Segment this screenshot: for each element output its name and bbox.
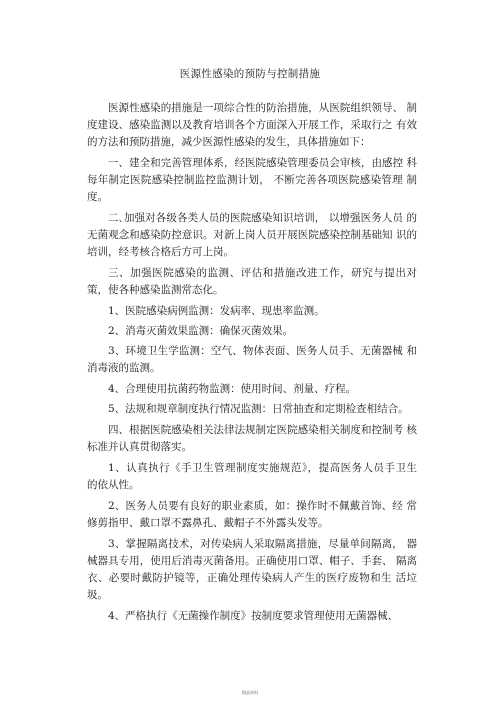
footer-watermark: 精品资料 [242, 690, 258, 695]
list-item-monitoring-1: 1、医院感染病例监测：发病率、现患率监测。 [108, 305, 325, 317]
list-item-monitoring-3: 3、环境卫生学监测：空气、物体表面、医务人员手、无菌器械 和消毒液的监测。 [87, 345, 417, 374]
list-item-measure-3: 3、掌握隔离技术，对传染病人采取隔离措施，尽量单间隔离， 器械器具专用，使用后消毒灭菌备用。正确使用口罩、帽子、手套、 隔离衣、必要时戴防护镜等，正确处理传染病人产生的医疗废物和生 活垃圾。 [87, 538, 417, 601]
list-item-monitoring-5: 5、法规和规章制度执行情况监测：日常抽查和定期检查相结合。 [108, 403, 409, 415]
list-item-monitoring-2: 2、消毒灭菌效果监测：确保灭菌效果。 [108, 325, 294, 337]
paragraph-section-2: 二､加强对各级各类人员的医院感染知识培训， 以增强医务人员 的无菌观念和感染防控意识。对新上岗人员开展医院感染控制基础知 识的培训，经考核合格后方可上岗。 [87, 212, 417, 258]
list-item-measure-2: 2、医务人员要有良好的职业素质，如：操作时不佩戴首饰、经 常修剪指甲、戴口罩不露鼻孔、戴帽子不外露头发等。 [87, 500, 417, 529]
list-item-monitoring-4: 4、合理使用抗菌药物监测：使用时间、剂量、疗程。 [108, 383, 357, 395]
paragraph-section-1: 一、建全和完善管理体系，经医院感染管理委员会审核，由感控 科每年制定医院感染控制监控监测计划， 不断完善各项医院感染管理 制度。 [87, 157, 417, 203]
document-body [87, 100, 417, 629]
paragraph-section-4: 四、根据医院感染相关法律法规制定医院感染相关制度和控制考 核标准并认真贯彻落实。 [87, 424, 417, 453]
paragraph-intro: 医源性感染的措施是一项综合性的防治措施，从医院组织领导、 制度建设、感染监测以及教育培训各个方面深入开展工作，采取行之 有效的方法和预防措施，减少医源性感染的发生，具体措施如下： [87, 102, 417, 148]
list-item-measure-1: 1、认真执行《手卫生管理制度实施规范》，提高医务人员手卫生 的依从性。 [87, 462, 417, 491]
document-title: 医源性感染的预防与控制措施 [179, 68, 321, 80]
list-item-measure-4: 4、严格执行《无菌操作制度》按制度要求管理使用无菌器械、 [108, 610, 399, 622]
paragraph-section-3: 三、加强医院感染的监测、评估和措施改进工作，研究与提出对 策，使各种感染监测常态化。 [87, 267, 417, 296]
